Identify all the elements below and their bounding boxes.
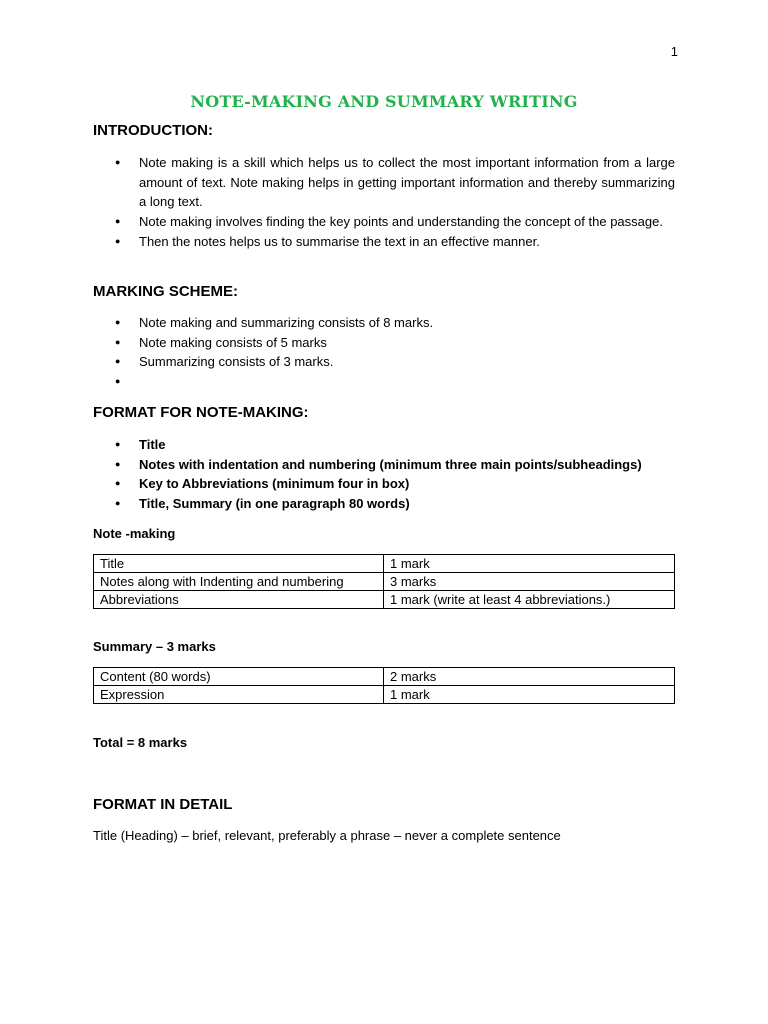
total-marks: Total = 8 marks xyxy=(93,735,188,750)
table-cell: Notes along with Indenting and numbering xyxy=(94,573,384,591)
table-cell: 1 mark (write at least 4 abbreviations.) xyxy=(384,591,675,609)
table-cell: Expression xyxy=(94,686,384,704)
table-cell: Abbreviations xyxy=(94,591,384,609)
list-item: ● Then the notes helps us to summarise the text in an effective manner. xyxy=(93,232,675,252)
list-item: ● Note making involves finding the key points and understanding the concept of the passage. xyxy=(93,212,675,232)
note-making-label: Note -making xyxy=(93,526,176,541)
list-item: ● Summarizing consists of 3 marks. xyxy=(93,352,675,372)
table-row xyxy=(94,555,675,573)
note-making-table xyxy=(93,554,675,609)
list-item: ● Note making consists of 5 marks xyxy=(93,333,675,353)
table-cell: 3 marks xyxy=(384,573,675,591)
introduction-heading: INTRODUCTION: xyxy=(93,122,213,139)
list-item: ● Note making is a skill which helps us to collect the most important information from a large amount of text. Note making helps in getting important information and thereby summarizing a long text. xyxy=(93,153,675,212)
page-number: 1 xyxy=(670,44,678,59)
list-item xyxy=(93,372,675,392)
list-item: ● Notes with indentation and numbering (minimum three main points/subheadings) xyxy=(93,455,675,475)
table-cell: Title xyxy=(94,555,384,573)
list-item: ● Title, Summary (in one paragraph 80 words) xyxy=(93,494,675,514)
introduction-list xyxy=(93,153,675,252)
summary-label: Summary – 3 marks xyxy=(93,639,216,654)
marking-scheme-list xyxy=(93,313,675,392)
marking-scheme-heading: MARKING SCHEME: xyxy=(93,283,238,300)
format-detail-heading: FORMAT IN DETAIL xyxy=(93,796,233,813)
table-row xyxy=(94,573,675,591)
format-list xyxy=(93,435,675,514)
table-cell: 1 mark xyxy=(384,555,675,573)
format-detail-text: Title (Heading) – brief, relevant, preferably a phrase – never a complete sentence xyxy=(93,828,561,843)
table-cell: 2 marks xyxy=(384,668,675,686)
list-item: ● Key to Abbreviations (minimum four in box) xyxy=(93,474,675,494)
document-title: NOTE-MAKING AND SUMMARY WRITING xyxy=(190,92,578,111)
summary-table xyxy=(93,667,675,704)
table-row xyxy=(94,591,675,609)
list-item: ● Note making and summarizing consists of 8 marks. xyxy=(93,313,675,333)
table-cell: Content (80 words) xyxy=(94,668,384,686)
table-row xyxy=(94,686,675,704)
list-item: ● Title xyxy=(93,435,675,455)
table-row xyxy=(94,668,675,686)
format-heading: FORMAT FOR NOTE-MAKING: xyxy=(93,404,309,421)
table-cell: 1 mark xyxy=(384,686,675,704)
